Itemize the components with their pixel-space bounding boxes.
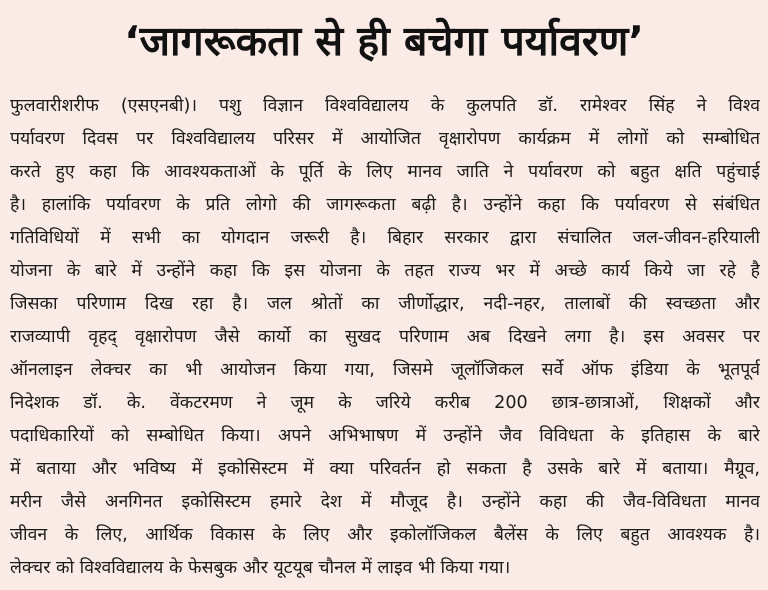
article-line: मरीन जैसे अनगिनत इकोसिस्टम हमारे देश में मौजूद है। उन्होंने कहा की जैव-विविधता मानव (10, 492, 760, 512)
article-body (10, 90, 760, 585)
article-line: पर्यावरण दिवस पर विश्वविद्यालय परिसर में आयोजित वृक्षारोपण कार्यक्रम में लोगों को सम्बोधित (10, 129, 760, 149)
article-line: योजना के बारे में उन्होंने कहा कि इस योजना के तहत राज्य भर में अच्छे कार्य किये जा रहे है (10, 261, 760, 281)
article-line: करते हुए कहा कि आवश्यकताओं के पूर्ति के लिए मानव जाति ने पर्यावरण को बहुत क्षति पहुंचाई (10, 162, 760, 182)
article-line: राजव्यापी वृहद् वृक्षारोपण जैसे कार्यो का सुखद परिणाम अब दिखने लगा है। इस अवसर पर (10, 327, 760, 347)
article-line: है। हालांकि पर्यावरण के प्रति लोगो की जागरूकता बढ़ी है। उन्होंने कहा कि पर्यावरण से संबंधित (10, 195, 760, 215)
headline: ‘जागरूकता से ही बचेगा पर्यावरण’ (124, 17, 644, 65)
article-line: निदेशक डॉ. के. वेंकटरमण ने जूम के जरिये करीब 200 छात्र-छात्राओं, शिक्षकों और (10, 393, 760, 413)
article-line: में बताया और भविष्य में इकोसिस्टम में क्या परिवर्तन हो सकता है उसके बारे में बताया। मैग्रूव, (10, 459, 760, 479)
article-line: जिसका परिणाम दिख रहा है। जल श्रोतों का जीर्णोद्धार, नदी-नहर, तालाबों की स्वच्छता और (10, 294, 760, 314)
article-line: फुलवारीशरीफ (एसएनबी)। पशु विज्ञान विश्वविद्यालय के कुलपति डॉ. रामेश्वर सिंह ने विश्व (10, 96, 760, 116)
article-line: लेक्चर को विश्वविद्यालय के फेसबुक और यूटयूब चौनल में लाइव भी किया गया। (10, 558, 511, 578)
article-line: ऑनलाइन लेक्चर का भी आयोजन किया गया, जिसमे जूलॉजिकल सर्वे ऑफ इंडिया के भूतपूर्व (10, 360, 760, 380)
article-line: जीवन के लिए, आर्थिक विकास के लिए और इकोलॉजिकल बैलेंस के लिए बहुत आवश्यक है। (10, 525, 760, 545)
article-line: पदाधिकारियों को सम्बोधित किया। अपने अभिभाषण में उन्होंने जैव विविधता के इतिहास के बारे (10, 426, 760, 446)
article-line: गतिविधियों में सभी का योगदान जरूरी है। बिहार सरकार द्वारा संचालित जल-जीवन-हरियाली (10, 228, 760, 248)
